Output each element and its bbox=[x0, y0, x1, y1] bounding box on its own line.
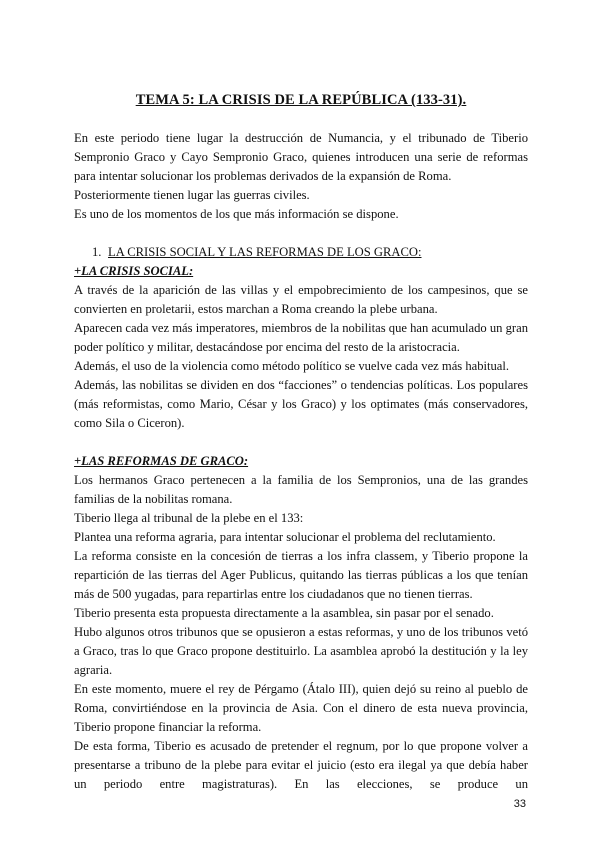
crisis-social-heading: +LA CRISIS SOCIAL: bbox=[74, 264, 194, 278]
reformas-paragraph-4: La reforma consiste en la concesión de tierras a los infra classem, y Tiberio propone la repartición de las tierras del Ager Publicus, quitando las tierras públicas a los que tenían más de 500 yugadas, para repartirlas entre los ciudadanos que no tienen tierras. bbox=[74, 549, 528, 601]
page-title: TEMA 5: LA CRISIS DE LA REPÚBLICA (133-31). bbox=[135, 92, 467, 108]
intro-paragraph-2: Posteriormente tienen lugar las guerras civiles. bbox=[74, 188, 310, 202]
intro-paragraph-3: Es uno de los momentos de los que más información se dispone. bbox=[74, 207, 399, 221]
intro-paragraph-1: En este periodo tiene lugar la destrucción de Numancia, y el tribunado de Tiberio Sempronio Graco y Cayo Sempronio Graco, quienes introducen una serie de reformas para intentar solucionar los problemas derivados de la expansión de Roma. bbox=[74, 131, 528, 183]
reformas-paragraph-6: Hubo algunos otros tribunos que se opusieron a estas reformas, y uno de los tribunos vetó a Graco, tras lo que Graco propone destituirlo. La asamblea aprobó la destitución y la ley agraria. bbox=[74, 625, 528, 677]
section-heading bbox=[92, 243, 528, 262]
reformas-paragraph-7: En este momento, muere el rey de Pérgamo (Átalo III), quien dejó su reino al pueblo de Roma, convirtiéndose en la provincia de Asia. Con el dinero de esta nueva provincia, Tiberio propone financiar la reforma. bbox=[74, 682, 528, 734]
reformas-paragraph-5: Tiberio presenta esta propuesta directamente a la asamblea, sin pasar por el senado. bbox=[74, 606, 494, 620]
reformas-paragraph-2: Tiberio llega al tribunal de la plebe en el 133: bbox=[74, 511, 304, 525]
crisis-paragraph-2: Aparecen cada vez más imperatores, miembros de la nobilitas que han acumulado un gran poder político y militar, destacándose por encima del resto de la aristocracia. bbox=[74, 321, 528, 354]
reformas-paragraph-8: De esta forma, Tiberio es acusado de pretender el regnum, por lo que propone volver a presentarse a tribuno de la plebe para evitar el juicio (esto era ilegal ya que debía haber un periodo entre magistraturas). En las elecciones, se produce un bbox=[74, 739, 528, 791]
reformas-paragraph-1: Los hermanos Graco pertenecen a la familia de los Sempronios, una de las grandes familias de la nobilitas romana. bbox=[74, 473, 528, 506]
page-number: 33 bbox=[513, 798, 526, 810]
reformas-paragraph-3: Plantea una reforma agraria, para intentar solucionar el problema del reclutamiento. bbox=[74, 530, 496, 544]
crisis-paragraph-4: Además, las nobilitas se dividen en dos “facciones” o tendencias políticas. Los populares (más reformistas, como Mario, César y los Graco) y los optimates (más conservadores, como Sila o Ciceron). bbox=[74, 378, 528, 430]
crisis-paragraph-3: Además, el uso de la violencia como método político se vuelve cada vez más habitual. bbox=[74, 359, 510, 373]
crisis-paragraph-1: A través de la aparición de las villas y el empobrecimiento de los campesinos, que se convierten en proletarii, estos marchan a Roma creando la plebe urbana. bbox=[74, 283, 528, 316]
section-number: 1. bbox=[92, 245, 102, 259]
reformas-heading: +LAS REFORMAS DE GRACO: bbox=[74, 454, 249, 468]
document-page bbox=[74, 92, 528, 794]
section-title: LA CRISIS SOCIAL Y LAS REFORMAS DE LOS GRACO: bbox=[108, 245, 422, 259]
